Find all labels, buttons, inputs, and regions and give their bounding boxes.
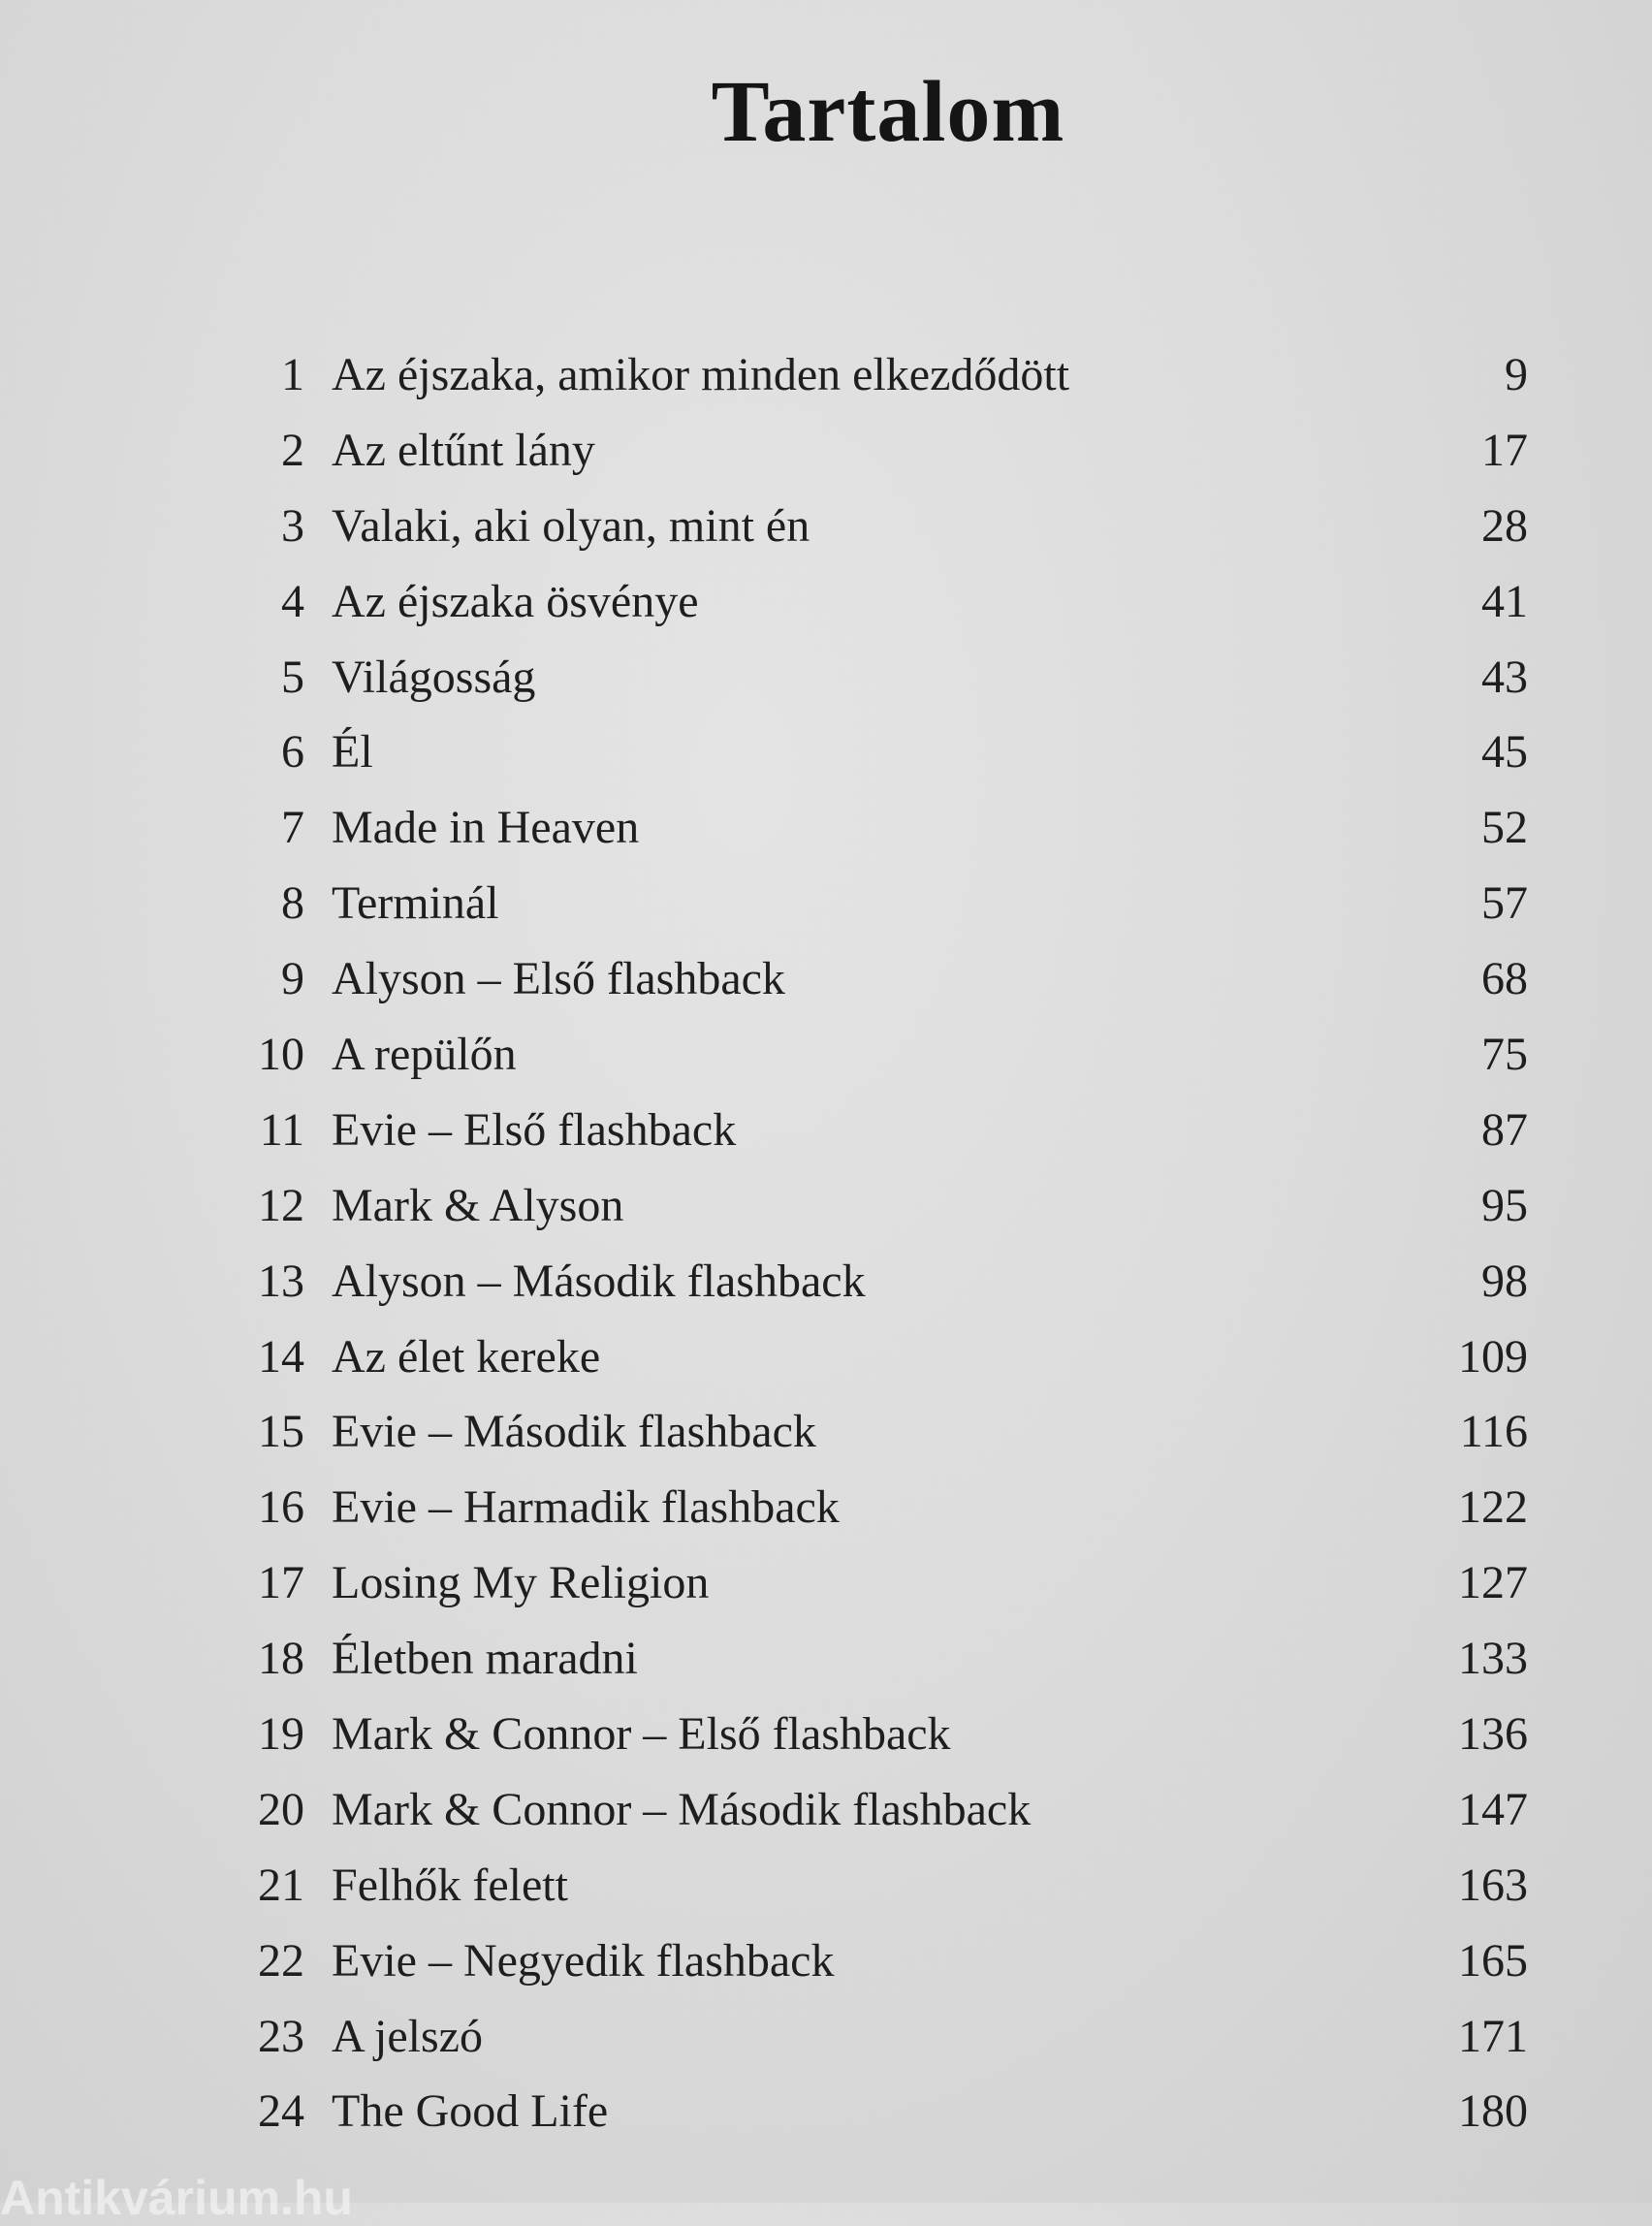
chapter-title: Alyson – Második flashback — [332, 1255, 866, 1307]
chapter-number: 12 — [258, 1179, 304, 1231]
chapter-number: 14 — [258, 1330, 304, 1383]
page-number: 127 — [1458, 1557, 1528, 1609]
page-number: 116 — [1459, 1406, 1528, 1458]
chapter-number: 20 — [258, 1783, 304, 1835]
chapter-number: 4 — [281, 575, 304, 627]
chapter-number: 13 — [258, 1255, 304, 1307]
toc-entry — [0, 941, 1652, 1017]
toc-entry — [0, 866, 1652, 941]
page-number: 165 — [1458, 1934, 1528, 1987]
chapter-title: Felhők felett — [332, 1859, 568, 1911]
chapter-title: Az éjszaka ösvénye — [332, 575, 699, 627]
page-number: 147 — [1458, 1783, 1528, 1835]
toc-entry — [0, 1320, 1652, 1395]
page-number: 87 — [1481, 1103, 1528, 1156]
page-number: 75 — [1481, 1029, 1528, 1081]
page-number: 180 — [1458, 2085, 1528, 2138]
chapter-title: Az élet kereke — [332, 1330, 601, 1383]
chapter-title: The Good Life — [332, 2085, 609, 2138]
page-number: 28 — [1481, 499, 1528, 552]
chapter-number: 21 — [258, 1859, 304, 1911]
toc-entry — [0, 790, 1652, 866]
chapter-number: 18 — [258, 1633, 304, 1685]
chapter-number: 7 — [281, 802, 304, 854]
toc-entry — [0, 1924, 1652, 1999]
chapter-number: 17 — [258, 1557, 304, 1609]
chapter-title: Mark & Connor – Második flashback — [332, 1783, 1032, 1835]
chapter-number: 8 — [281, 877, 304, 930]
chapter-number: 3 — [281, 499, 304, 552]
toc-entry — [0, 1848, 1652, 1924]
toc-entry — [0, 1470, 1652, 1545]
toc-entry — [0, 640, 1652, 716]
page-number: 98 — [1481, 1255, 1528, 1307]
toc-entry — [0, 1394, 1652, 1470]
toc-entry — [0, 1621, 1652, 1697]
toc-entry — [0, 2074, 1652, 2149]
chapter-title: Életben maradni — [332, 1633, 638, 1685]
table-of-contents — [0, 337, 1652, 2149]
chapter-number: 6 — [281, 726, 304, 779]
chapter-number: 23 — [258, 2010, 304, 2062]
chapter-number: 2 — [281, 424, 304, 476]
toc-entry — [0, 564, 1652, 640]
chapter-number: 16 — [258, 1481, 304, 1534]
page-number: 122 — [1458, 1481, 1528, 1534]
chapter-number: 5 — [281, 651, 304, 703]
toc-entry — [0, 1017, 1652, 1093]
chapter-title: Alyson – Első flashback — [332, 953, 785, 1005]
chapter-title: A jelszó — [332, 2010, 483, 2062]
toc-entry — [0, 715, 1652, 790]
toc-entry — [0, 1093, 1652, 1168]
chapter-title: Terminál — [332, 877, 499, 930]
toc-entry — [0, 1168, 1652, 1244]
toc-entry — [0, 1697, 1652, 1772]
page-number: 133 — [1458, 1633, 1528, 1685]
page-number: 9 — [1505, 349, 1528, 400]
page-title: Tartalom — [711, 64, 1065, 161]
toc-entry — [0, 1999, 1652, 2075]
chapter-title: Mark & Alyson — [332, 1179, 624, 1231]
chapter-title: Mark & Connor – Első flashback — [332, 1708, 951, 1761]
page-number: 68 — [1481, 953, 1528, 1005]
chapter-title: Valaki, aki olyan, mint én — [332, 499, 810, 552]
page-number: 136 — [1458, 1708, 1528, 1761]
toc-entry — [0, 1772, 1652, 1848]
toc-entry — [0, 1244, 1652, 1320]
page-number: 45 — [1481, 726, 1528, 779]
chapter-title: Evie – Harmadik flashback — [332, 1481, 840, 1534]
chapter-number: 15 — [258, 1406, 304, 1458]
page-number: 52 — [1481, 802, 1528, 854]
chapter-title: Az éjszaka, amikor minden elkezdődött — [332, 349, 1070, 400]
chapter-number: 24 — [258, 2085, 304, 2138]
page-number: 43 — [1481, 651, 1528, 703]
chapter-number: 11 — [259, 1103, 304, 1156]
toc-entry — [0, 489, 1652, 564]
chapter-number: 19 — [258, 1708, 304, 1761]
toc-entry — [0, 337, 1652, 413]
page-number: 57 — [1481, 877, 1528, 930]
page-number: 95 — [1481, 1179, 1528, 1231]
chapter-title: Világosság — [332, 651, 536, 703]
chapter-number: 22 — [258, 1934, 304, 1987]
page-number: 17 — [1481, 424, 1528, 476]
toc-entry — [0, 413, 1652, 489]
chapter-number: 1 — [281, 349, 304, 400]
chapter-number: 10 — [258, 1029, 304, 1081]
page-number: 109 — [1458, 1330, 1528, 1383]
chapter-title: Él — [332, 726, 373, 779]
watermark: Antikvárium.hu — [0, 2171, 353, 2225]
page-number: 171 — [1458, 2010, 1528, 2062]
chapter-title: Made in Heaven — [332, 802, 640, 854]
chapter-title: Losing My Religion — [332, 1557, 710, 1609]
chapter-title: Evie – Első flashback — [332, 1103, 737, 1156]
chapter-title: A repülőn — [332, 1029, 517, 1081]
toc-entry — [0, 1545, 1652, 1621]
chapter-number: 9 — [281, 953, 304, 1005]
page-number: 41 — [1481, 575, 1528, 627]
chapter-title: Az eltűnt lány — [332, 424, 595, 476]
chapter-title: Evie – Második flashback — [332, 1406, 816, 1458]
page-number: 163 — [1458, 1859, 1528, 1911]
chapter-title: Evie – Negyedik flashback — [332, 1934, 835, 1987]
